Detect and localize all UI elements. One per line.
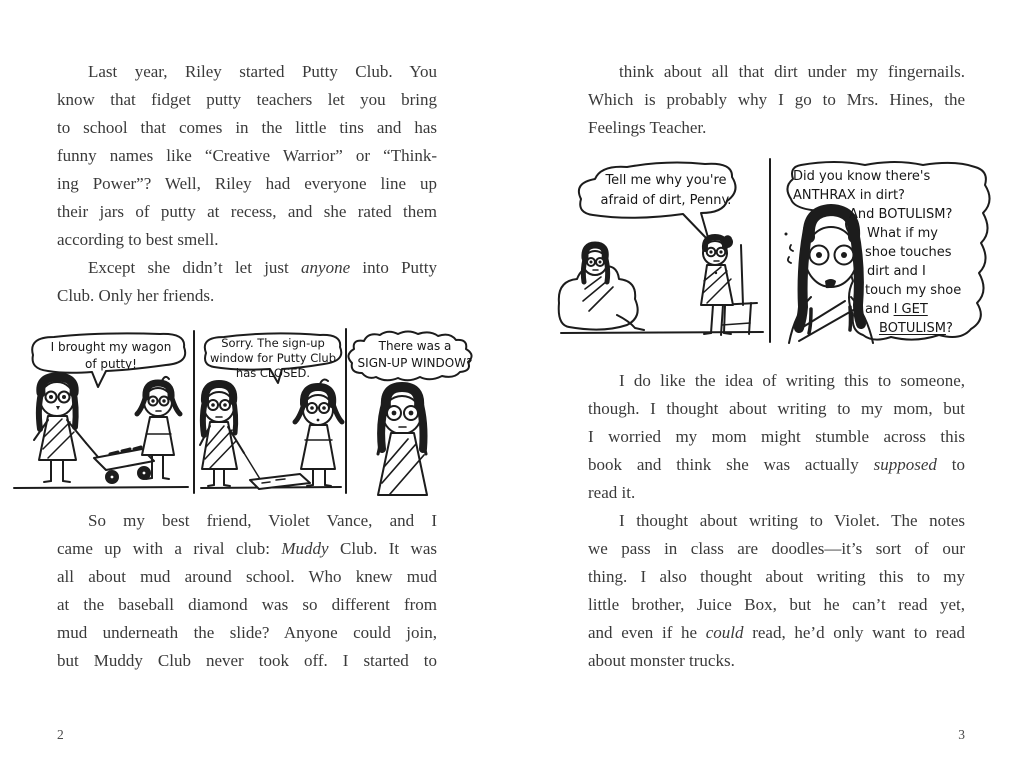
text-line: Except she didn’t let just anyone into Putty <box>88 258 437 277</box>
text-line: think about all that dirt under my fingernails. <box>619 62 965 81</box>
text-line: Which is probably why I go to Mrs. Hines, the <box>588 90 965 109</box>
bubble-line: ANTHRAX in dirt? <box>793 188 905 203</box>
text-line: to school that comes in the little tins and has <box>57 118 437 137</box>
girl-with-wagon-drawing <box>34 377 86 482</box>
bubble-line: and I GET <box>865 302 928 317</box>
bubble-line: And BOTULISM? <box>849 207 953 222</box>
text-line: Feelings Teacher. <box>588 118 707 137</box>
feelings-teacher-comic-strip <box>555 157 991 344</box>
speech-bubble-text: I brought my wagon of putty! <box>50 340 172 371</box>
text-line: mud underneath the slide? Anyone could join, <box>57 623 437 642</box>
penny-closeup-drawing <box>785 210 874 343</box>
right-page-upper-text <box>588 58 965 142</box>
text-line: all about mud around school. Who knew mud <box>57 567 437 586</box>
text-line: know that fidget putty teachers let you bring <box>57 90 437 109</box>
text-line: little brother, Juice Box, but he can’t read yet, <box>588 595 965 614</box>
penny-in-armchair-drawing <box>559 245 644 330</box>
left-page-upper-text <box>57 58 437 310</box>
penny-drawing <box>378 387 427 495</box>
text-line: I do like the idea of writing this to someone, <box>619 371 965 390</box>
text-line: we pass in class are doodles—it’s sort of our <box>588 539 965 558</box>
mrs-hines-drawing <box>701 236 757 335</box>
bubble-line: dirt and I <box>867 264 926 279</box>
text-line: came up with a rival club: Muddy Club. It was <box>57 539 437 558</box>
text-line: I thought about writing to Violet. The notes <box>619 511 965 530</box>
text-line: and even if he could read, he’d only want to read <box>588 623 965 642</box>
text-line: book and think she was actually supposed to <box>588 455 965 474</box>
bubble-line: touch my shoe <box>865 283 962 298</box>
text-line: read it. <box>588 483 636 502</box>
text-line: I worried my mom might stumble across this <box>588 427 965 446</box>
text-line: at the baseball diamond was so different from <box>57 595 437 614</box>
text-line: about monster trucks. <box>588 651 735 670</box>
text-line: thing. I also thought about writing this to my <box>588 567 965 586</box>
speech-bubble-text: Sorry. The sign-up window for Putty Club has CLOSED. <box>209 336 337 380</box>
text-line: according to best smell. <box>57 230 219 249</box>
long-hair-girl-drawing <box>200 384 260 486</box>
text-line: Club. Only her friends. <box>57 286 215 305</box>
text-line: Last year, Riley started Putty Club. You <box>88 62 437 81</box>
text-line: ing Power”? Well, Riley had everyone line up <box>57 174 437 193</box>
text-line: So my best friend, Violet Vance, and I <box>88 511 437 530</box>
ground-line <box>14 487 188 488</box>
left-page-lower-text <box>57 507 437 675</box>
text-line: their jars of putty at recess, and she rated them <box>57 202 437 221</box>
bubble-line: BOTULISM? <box>879 321 953 336</box>
bubble-line: Did you know there's <box>793 169 931 184</box>
speech-bubble-text: Tell me why you're afraid of dirt, Penny. <box>600 173 732 208</box>
ground-line <box>561 332 763 333</box>
page-number-left: 2 <box>57 727 64 742</box>
putty-club-comic-strip <box>10 327 480 497</box>
bubble-line: shoe touches <box>865 245 952 260</box>
right-page-lower-text <box>588 367 965 675</box>
bubble-line: What if my <box>867 226 938 241</box>
text-line: though. I thought about writing to my mom, but <box>588 399 965 418</box>
thought-cloud-text: There was a SIGN-UP WINDOW? <box>357 339 473 370</box>
text-line: funny names like “Creative Warrior” or “Think- <box>57 146 437 165</box>
page-number-right: 3 <box>958 727 965 742</box>
flip-hair-girl-drawing <box>295 380 342 486</box>
text-line: but Muddy Club never took off. I started to <box>57 651 437 670</box>
